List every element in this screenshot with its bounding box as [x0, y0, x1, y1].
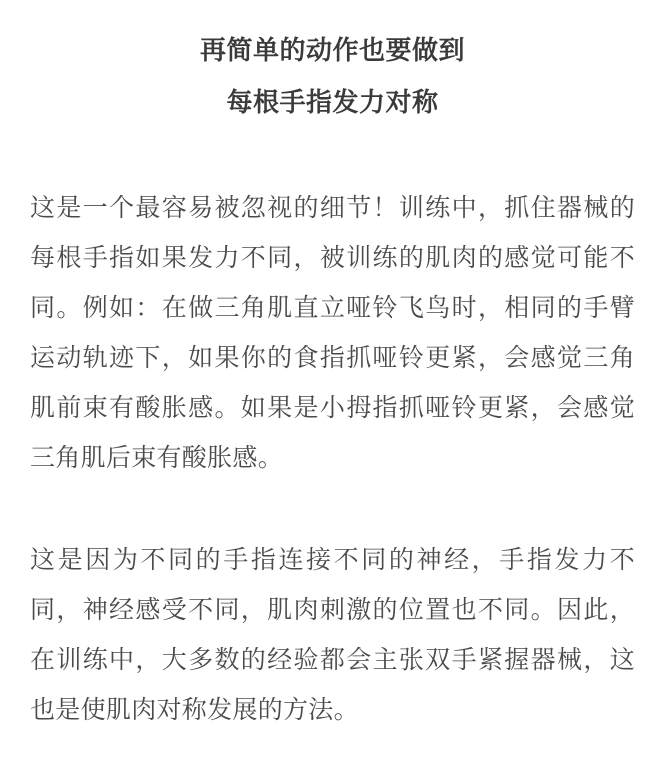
article-paragraph-2: 这是因为不同的手指连接不同的神经，手指发力不同，神经感受不同，肌肉刺激的位置也不同。因此，在训练中，大多数的经验都会主张双手紧握器械，这也是使肌肉对称发展的方法。 [30, 545, 635, 724]
article-title-line-1: 再简单的动作也要做到 [199, 36, 465, 66]
article-paragraph-1: 这是一个最容易被忽视的细节！训练中，抓住器械的每根手指如果发力不同，被训练的肌肉的感觉可能不同。例如：在做三角肌直立哑铃飞鸟时，相同的手臂运动轨迹下，如果你的食指抓哑铃更紧，会感觉三角肌前束有酸胀感。如果是小拇指抓哑铃更紧，会感觉三角肌后束有酸胀感。 [30, 193, 635, 472]
article-title [30, 25, 635, 129]
article-title-line-2: 每根手指发力对称 [226, 88, 439, 118]
